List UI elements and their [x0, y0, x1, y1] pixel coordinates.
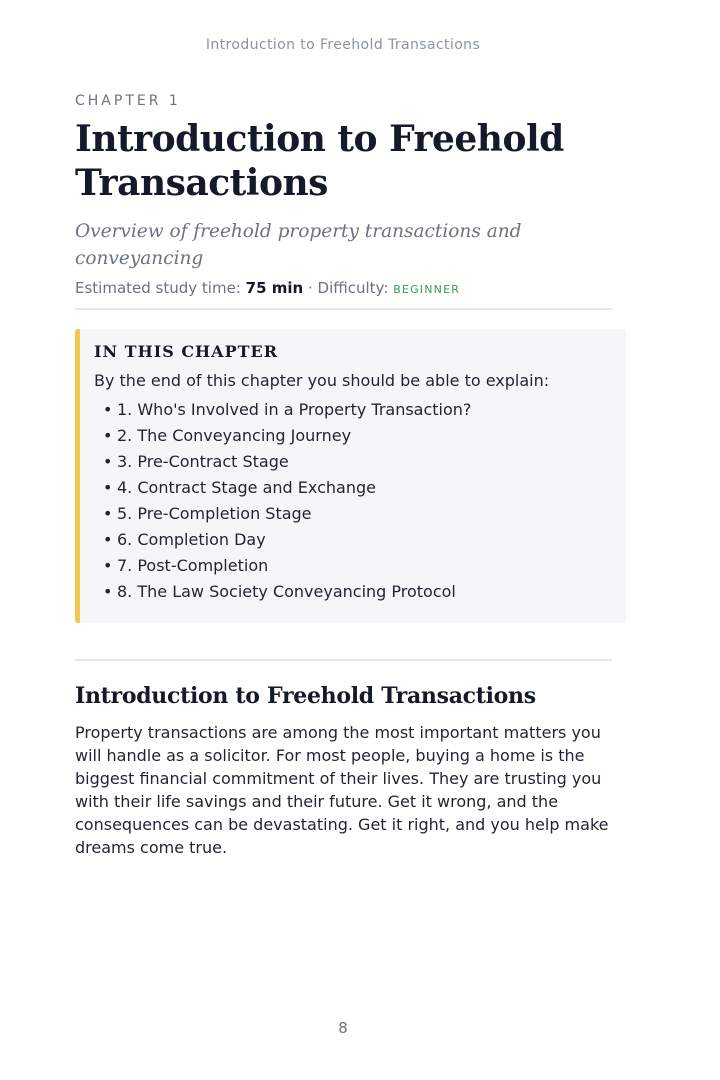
difficulty-badge: BEGINNER: [393, 283, 461, 296]
page-content: [75, 90, 612, 859]
section-title: Introduction to Freehold Transactions: [75, 683, 536, 709]
page-number: 8: [338, 1019, 348, 1037]
bullet-icon: •: [103, 582, 113, 601]
list-item: • 4. Contract Stage and Exchange: [94, 475, 612, 501]
chapter-meta: [75, 277, 612, 299]
bullet-icon: •: [103, 530, 113, 549]
bullet-icon: •: [103, 504, 113, 523]
chapter-title: Introduction to Freehold Transactions: [75, 118, 564, 204]
list-item: • 1. Who's Involved in a Property Transaction?: [94, 397, 612, 423]
chapter-contents-list: [94, 397, 612, 605]
meta-separator: ·: [307, 279, 313, 297]
callout-heading: IN THIS CHAPTER: [94, 342, 279, 361]
divider: [75, 308, 612, 310]
list-item: • 3. Pre-Contract Stage: [94, 449, 612, 475]
bullet-icon: •: [103, 556, 113, 575]
running-header: Introduction to Freehold Transactions: [205, 37, 481, 53]
bullet-icon: •: [103, 400, 113, 419]
bullet-icon: •: [103, 452, 113, 471]
bullet-icon: •: [103, 478, 113, 497]
list-item: • 8. The Law Society Conveyancing Protocol: [94, 579, 612, 605]
difficulty-label: Difficulty:: [317, 279, 389, 297]
study-time-value: 75 min: [245, 279, 304, 297]
list-item: • 5. Pre-Completion Stage: [94, 501, 612, 527]
divider: [75, 659, 612, 661]
chapter-label: CHAPTER 1: [75, 93, 181, 109]
list-item: • 2. The Conveyancing Journey: [94, 423, 612, 449]
section-body: Property transactions are among the most important matters you will handle as a solicitor. For most people, buying a home is the biggest financial commitment of their lives. They are trusting you with their life savings and their future. Get it wrong, and the consequences can be devastating. Get it right, and you help make dreams come true.: [75, 723, 609, 857]
study-time-label: Estimated study time:: [75, 279, 241, 297]
callout-intro: By the end of this chapter you should be able to explain:: [94, 371, 550, 390]
list-item: • 7. Post-Completion: [94, 553, 612, 579]
in-this-chapter-callout: [75, 329, 626, 623]
list-item: • 6. Completion Day: [94, 527, 612, 553]
bullet-icon: •: [103, 426, 113, 445]
chapter-subtitle: Overview of freehold property transactions and conveyancing: [75, 221, 522, 269]
